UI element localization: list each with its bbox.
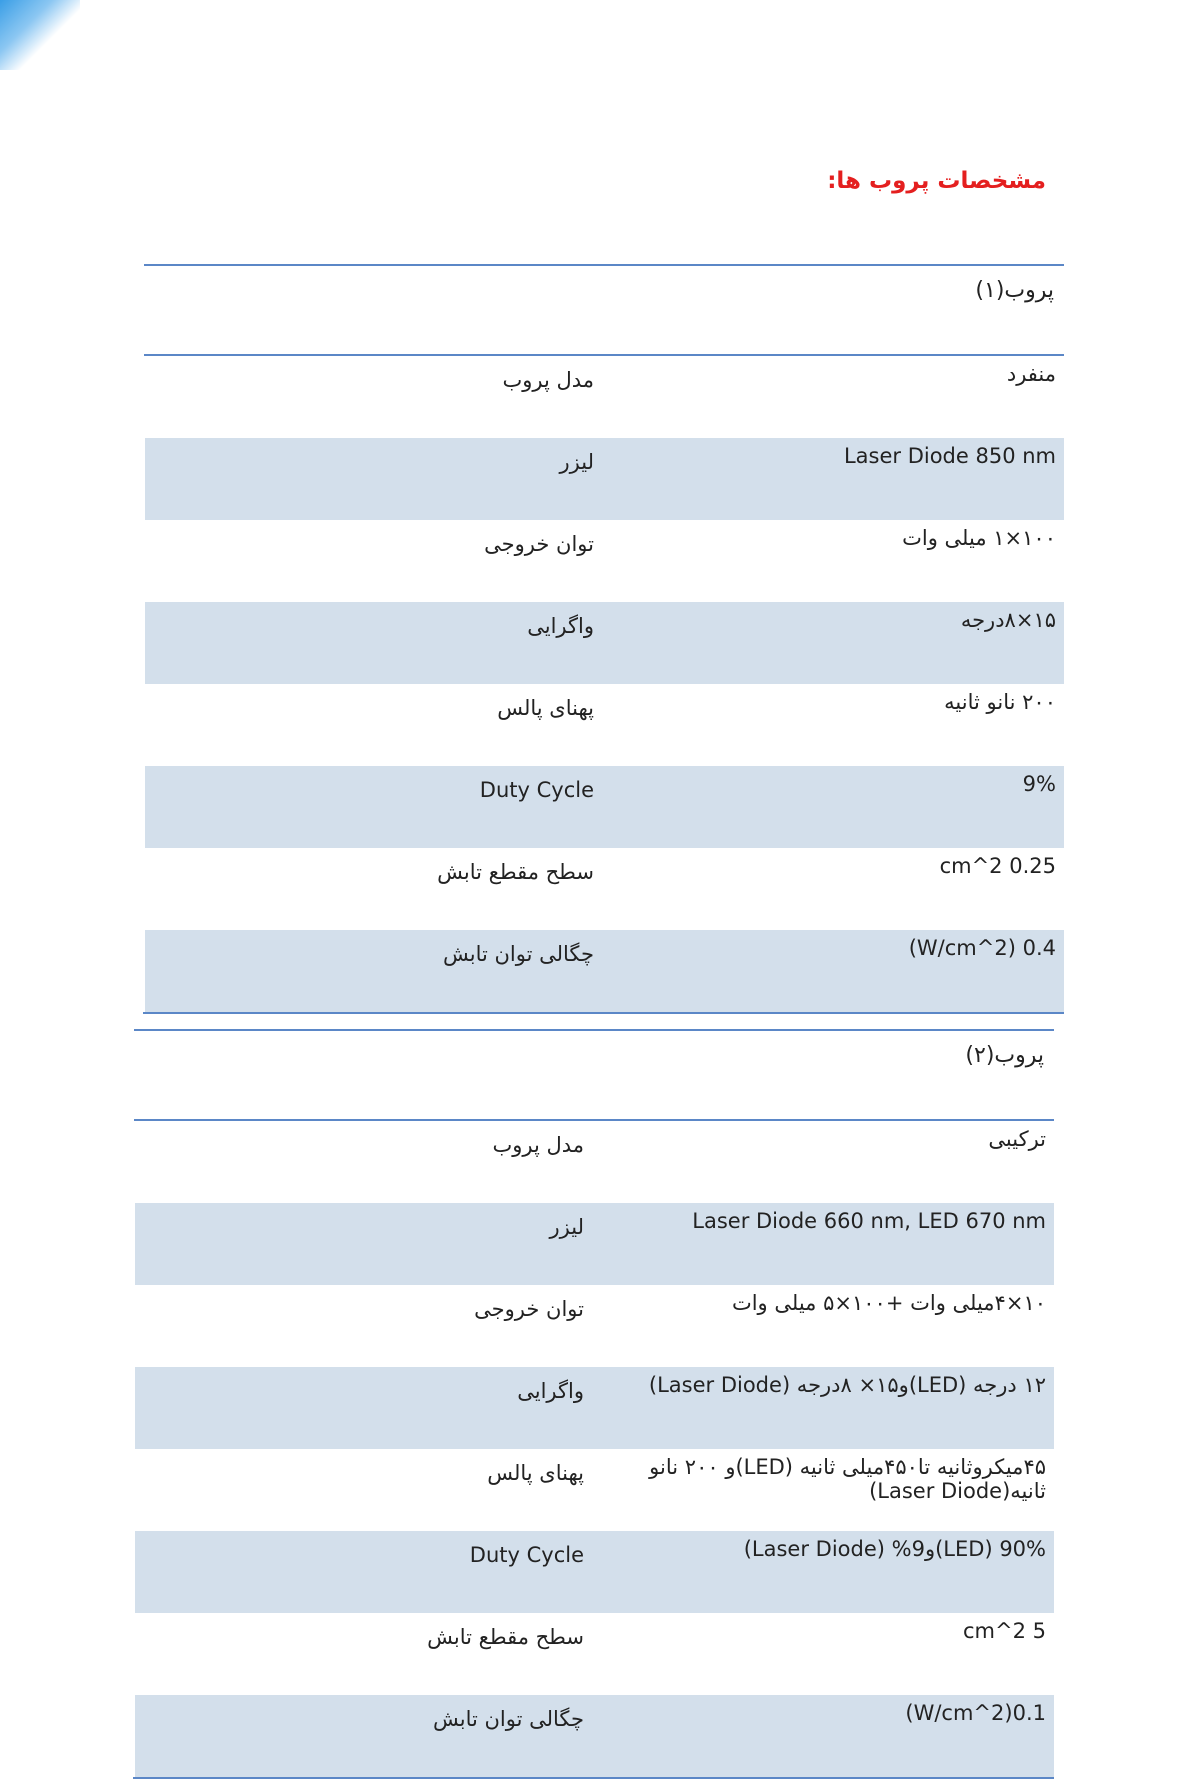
probe-2-table	[133, 1029, 1054, 1779]
row-label: سطح مقطع تابش	[427, 1625, 584, 1649]
row-value: ۲۰۰ نانو ثانیه	[944, 690, 1056, 714]
row-value: ۱۲ درجه (LED)و۱۵× ۸درجه (Laser Diode)	[594, 1367, 1054, 1449]
table-row	[144, 848, 1064, 930]
table-row	[144, 766, 1064, 848]
row-label: Duty Cycle	[144, 766, 604, 848]
row-label: Duty Cycle	[134, 1531, 594, 1613]
probe-2-title: پروب(۲)	[134, 1030, 1054, 1120]
section-heading: مشخصات پروب ها:	[827, 168, 1046, 194]
row-label: لیزر	[144, 438, 604, 520]
row-value: 0.4 (W/cm^2)	[604, 930, 1064, 1013]
table-row	[134, 1367, 1054, 1449]
row-label: واگرایی	[144, 602, 604, 684]
row-label: پهنای پالس	[497, 696, 594, 720]
row-label: توان خروجی	[484, 532, 594, 556]
table-row	[144, 355, 1064, 438]
row-value: 0.1(W/cm^2)	[594, 1695, 1054, 1778]
row-label: توان خروجی	[474, 1297, 584, 1321]
row-label: چگالی توان تابش	[144, 930, 604, 1013]
row-value: Laser Diode 850 nm	[604, 438, 1064, 520]
row-value: 9%	[604, 766, 1064, 848]
row-label: مدل پروب	[492, 1133, 584, 1157]
probe-1-table	[143, 264, 1064, 1014]
row-value: Laser Diode 660 nm, LED 670 nm	[594, 1203, 1054, 1285]
table-row	[144, 602, 1064, 684]
table-row	[144, 438, 1064, 520]
table-row	[144, 684, 1064, 766]
corner-decoration	[0, 0, 80, 70]
row-value: ۱۰۰×۱ میلی وات	[902, 526, 1056, 550]
row-label: واگرایی	[134, 1367, 594, 1449]
row-value: 0.25 cm^2	[939, 854, 1056, 878]
table-row	[134, 1120, 1054, 1203]
table-row	[134, 1449, 1054, 1531]
table-row	[144, 520, 1064, 602]
row-value: ۱۵×۸درجه	[604, 602, 1064, 684]
table-row	[134, 1285, 1054, 1367]
row-value: ۱۰×۴میلی وات +۱۰۰×۵ میلی وات	[731, 1291, 1046, 1315]
row-value: 90% (LED)و9% (Laser Diode)	[594, 1531, 1054, 1613]
table-header	[134, 1030, 1054, 1120]
row-label: لیزر	[134, 1203, 594, 1285]
table-row	[144, 930, 1064, 1013]
row-value: ۴۵میکروثانیه تا۴۵۰میلی ثانیه (LED)و ۲۰۰ نانو ثانیه(Laser Diode)	[649, 1455, 1046, 1503]
table-row	[134, 1531, 1054, 1613]
row-label: پهنای پالس	[487, 1461, 584, 1485]
table-row	[134, 1203, 1054, 1285]
table-header	[144, 265, 1064, 355]
row-label: چگالی توان تابش	[134, 1695, 594, 1778]
row-value: 5 cm^2	[962, 1619, 1046, 1643]
row-label: مدل پروب	[502, 368, 594, 392]
table-row	[134, 1613, 1054, 1695]
table-row	[134, 1695, 1054, 1778]
row-label: سطح مقطع تابش	[437, 860, 594, 884]
row-value: ترکیبی	[988, 1127, 1046, 1151]
row-value: منفرد	[1006, 362, 1056, 386]
probe-1-title: پروب(۱)	[144, 265, 1064, 355]
